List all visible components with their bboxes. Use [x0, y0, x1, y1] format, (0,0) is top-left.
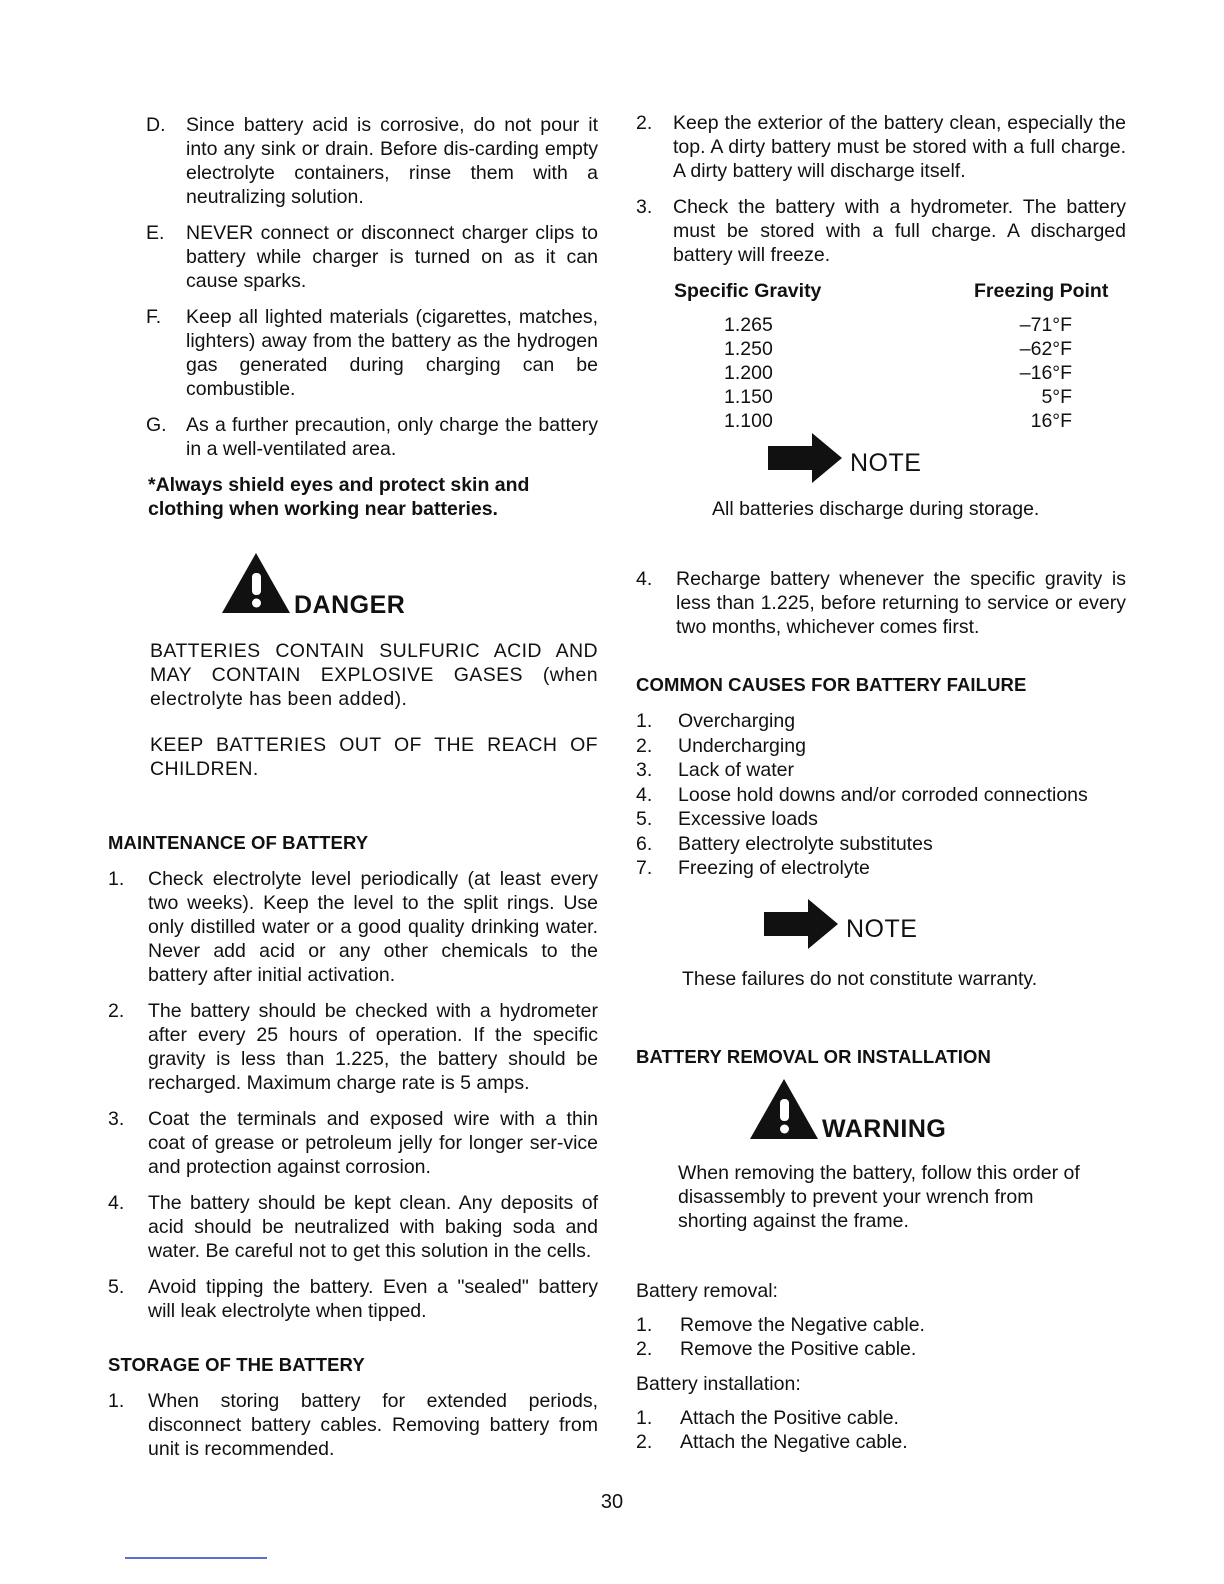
gravity-column-header: Specific Gravity	[674, 280, 822, 302]
item-label: 3.	[108, 1108, 125, 1130]
failure-list	[636, 709, 1126, 881]
list-item	[636, 783, 1126, 808]
precaution-d	[108, 113, 598, 209]
gravity-table	[636, 279, 1126, 432]
item-text: The battery should be kept clean. Any deposits of acid should be neutralized with baking soda and water. Be careful not to get this solution in the cells.	[148, 1192, 598, 1262]
gravity-cell: 1.250	[724, 338, 773, 360]
storage-heading: STORAGE OF THE BATTERY	[108, 1354, 365, 1375]
arrow-right-icon	[762, 899, 842, 955]
list-item	[636, 807, 1126, 832]
list-item	[636, 1430, 1126, 1455]
recharge-item	[636, 567, 1126, 639]
item-label: E.	[146, 222, 165, 244]
precaution-e	[108, 221, 598, 293]
maintenance-item	[108, 1107, 598, 1179]
item-label: 4.	[636, 783, 653, 806]
item-text: Check the battery with a hydrometer. The battery must be stored with a full charge. A discharged battery will freeze.	[673, 196, 1126, 266]
danger-paragraph: BATTERIES CONTAIN SULFURIC ACID AND MAY CONTAIN EXPLOSIVE GASES (when electrolyte has been added).	[150, 640, 598, 710]
storage-item	[636, 111, 1126, 183]
gravity-values	[724, 313, 773, 433]
item-label: F.	[146, 306, 162, 328]
gravity-cell: 1.150	[724, 386, 773, 408]
item-text: Check electrolyte level periodically (at least every two weeks). Keep the level to the split rings. Use only distilled water or a good quality drinking water. Never add acid or any other chemicals to the battery after initial activation.	[148, 868, 598, 986]
item-label: 7.	[636, 857, 653, 879]
warning-text: When removing the battery, follow this order of disassembly to prevent your wrench from shorting against the frame.	[678, 1161, 1080, 1232]
list-item	[636, 758, 1126, 783]
install-label: Battery installation:	[636, 1372, 801, 1395]
item-text: Loose hold downs and/or corroded connections	[678, 783, 1088, 806]
item-text: Remove the Positive cable.	[680, 1338, 917, 1360]
item-label: 1.	[108, 868, 125, 890]
item-label: 5.	[636, 808, 653, 830]
gravity-cell: 1.200	[724, 362, 773, 384]
item-label: 2.	[636, 1338, 653, 1360]
item-label: 2.	[636, 734, 653, 757]
item-text: The battery should be checked with a hydrometer after every 25 hours of operation. If the specific gravity is less than 1.225, the battery should be recharged. Maximum charge rate is 5 amps.	[148, 1000, 598, 1094]
item-label: 1.	[636, 1313, 653, 1336]
arrow-right-icon	[766, 433, 846, 489]
list-item	[636, 709, 1126, 734]
note-header	[636, 899, 1126, 955]
footer-rule	[125, 1557, 267, 1559]
freezing-cell: –71°F	[1019, 314, 1072, 336]
page-number: 30	[600, 1491, 624, 1513]
item-label: 1.	[636, 710, 653, 732]
failure-heading: COMMON CAUSES FOR BATTERY FAILURE	[636, 674, 1027, 695]
removal-steps	[636, 1313, 1126, 1362]
maintenance-item	[108, 999, 598, 1095]
removal-heading: BATTERY REMOVAL OR INSTALLATION	[636, 1045, 991, 1067]
item-text: Excessive loads	[678, 808, 818, 830]
left-column	[108, 113, 598, 1473]
removal-label: Battery removal:	[636, 1279, 778, 1302]
item-text: Overcharging	[678, 710, 796, 732]
item-label: 3.	[636, 196, 653, 218]
item-text: Freezing of electrolyte	[678, 857, 870, 879]
item-text: Recharge battery whenever the specific gravity is less than 1.225, before returning to service or every two months, whichever comes first.	[676, 568, 1126, 638]
item-label: 6.	[636, 832, 653, 855]
item-text: As a further precaution, only charge the battery in a well-ventilated area.	[186, 414, 598, 460]
item-label: 4.	[108, 1192, 125, 1214]
install-steps	[636, 1406, 1126, 1455]
list-item	[636, 856, 1126, 881]
warning-triangle-icon	[748, 1077, 820, 1147]
item-text: Undercharging	[678, 734, 806, 757]
maintenance-item	[108, 867, 598, 987]
note-text: All batteries discharge during storage.	[712, 498, 1040, 520]
item-text: Remove the Negative cable.	[680, 1313, 925, 1336]
maintenance-item	[108, 1191, 598, 1263]
maintenance-item	[108, 1275, 598, 1323]
item-text: Keep the exterior of the battery clean, especially the top. A dirty battery must be stored with a full charge. A dirty battery will discharge itself.	[673, 112, 1126, 182]
freezing-column-header: Freezing Point	[974, 280, 1109, 302]
danger-header	[108, 551, 598, 621]
list-item	[636, 1313, 1126, 1338]
freezing-cell: 5°F	[1041, 386, 1072, 408]
right-column	[636, 111, 1126, 1455]
item-label: 1.	[636, 1406, 653, 1429]
precaution-f	[108, 305, 598, 401]
note-title: NOTE	[850, 449, 922, 477]
item-text: Battery electrolyte substitutes	[678, 832, 933, 855]
warning-header	[636, 1077, 1126, 1147]
gravity-cell: 1.100	[724, 410, 773, 432]
note-header	[636, 433, 1126, 489]
danger-title: DANGER	[294, 591, 406, 619]
precaution-g	[108, 413, 598, 461]
freezing-cell: 16°F	[1030, 410, 1072, 432]
item-label: D.	[146, 114, 166, 136]
item-label: 1.	[108, 1390, 125, 1412]
gravity-cell: 1.265	[724, 314, 773, 336]
list-item	[636, 1337, 1126, 1362]
list-item	[636, 832, 1126, 857]
item-label: 2.	[108, 1000, 125, 1022]
storage-item	[108, 1389, 598, 1461]
item-label: 4.	[636, 568, 653, 590]
shield-note: *Always shield eyes and protect skin and clothing when working near batteries.	[148, 474, 530, 520]
list-item	[636, 734, 1126, 759]
freezing-cell: –62°F	[1019, 338, 1072, 360]
item-text: NEVER connect or disconnect charger clips to battery while charger is turned on as it can cause sparks.	[186, 222, 598, 292]
freezing-values	[996, 313, 1072, 433]
warning-triangle-icon	[220, 551, 292, 621]
freezing-cell: –16°F	[1019, 362, 1072, 384]
note-text: These failures do not constitute warranty.	[682, 967, 1038, 990]
item-text: Lack of water	[678, 759, 794, 781]
item-label: 2.	[636, 1431, 653, 1453]
maintenance-heading: MAINTENANCE OF BATTERY	[108, 832, 369, 853]
note-title: NOTE	[846, 914, 918, 943]
item-text: Avoid tipping the battery. Even a "sealed" battery will leak electrolyte when tipped.	[148, 1276, 598, 1322]
item-text: When storing battery for extended periods, disconnect battery cables. Removing battery from unit is recommended.	[148, 1390, 598, 1460]
item-text: Attach the Negative cable.	[680, 1431, 908, 1453]
list-item	[636, 1406, 1126, 1431]
danger-children-warning: KEEP BATTERIES OUT OF THE REACH OF CHILDREN.	[150, 734, 598, 780]
item-label: 5.	[108, 1276, 125, 1298]
storage-item	[636, 195, 1126, 267]
item-label: 2.	[636, 112, 653, 134]
item-text: Since battery acid is corrosive, do not pour it into any sink or drain. Before dis-carding empty electrolyte containers, rinse them with a neutralizing solution.	[186, 114, 598, 208]
item-text: Attach the Positive cable.	[680, 1406, 899, 1429]
item-label: G.	[146, 414, 167, 436]
item-text: Keep all lighted materials (cigarettes, matches, lighters) away from the battery as the hydrogen gas generated during charging can be combustible.	[186, 306, 598, 400]
item-label: 3.	[636, 759, 653, 781]
item-text: Coat the terminals and exposed wire with a thin coat of grease or petroleum jelly for longer ser-vice and protection against corrosion.	[148, 1108, 598, 1178]
warning-title: WARNING	[822, 1114, 947, 1143]
